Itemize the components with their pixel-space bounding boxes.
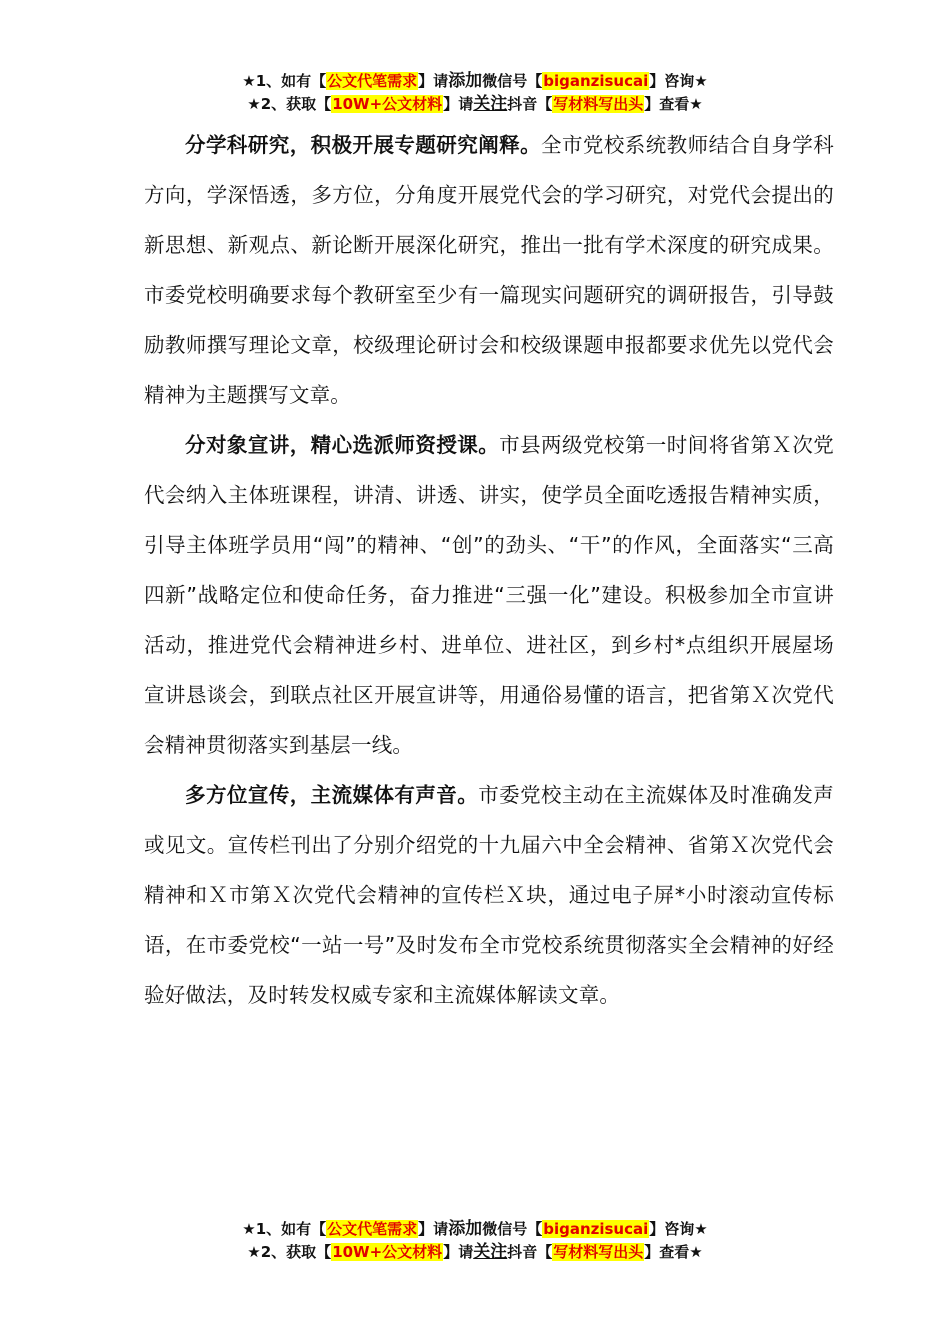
banner-text: 】查看	[644, 95, 690, 113]
highlight-materials: 10W+公文材料	[332, 1243, 443, 1261]
banner-text: 2、获取【	[260, 95, 332, 113]
banner-text: 】请	[418, 1220, 449, 1238]
banner-text: 1、如有【	[255, 72, 327, 90]
header-banner	[0, 70, 950, 116]
highlight-douyin-account: 写材料写出头	[553, 1243, 644, 1261]
paragraph	[144, 420, 834, 770]
paragraph-lead: 多方位宣传，主流媒体有声音。	[185, 783, 479, 807]
banner-text: 1、如有【	[255, 1220, 327, 1238]
banner-text: 】请	[418, 72, 449, 90]
banner-text: 抖音【	[507, 1243, 553, 1261]
star-icon: ★	[242, 72, 256, 90]
highlight-materials: 10W+公文材料	[332, 95, 443, 113]
banner-line-1	[0, 70, 950, 93]
paragraph-lead: 分对象宣讲，精心选派师资授课。	[185, 433, 500, 457]
banner-text: 】咨询	[649, 72, 695, 90]
banner-line-2	[0, 1241, 950, 1264]
star-icon: ★	[247, 95, 261, 113]
star-icon: ★	[689, 95, 703, 113]
star-icon: ★	[242, 1220, 256, 1238]
star-icon: ★	[694, 1220, 708, 1238]
banner-text: 】查看	[644, 1243, 690, 1261]
paragraph	[144, 120, 834, 420]
paragraph-body: 市委党校主动在主流媒体及时准确发声或见文。宣传栏刊出了分别介绍党的十九届六中全会精神、省第Ｘ次党代会精神和Ｘ市第Ｘ次党代会精神的宣传栏Ｘ块，通过电子屏*小时滚动宣传标语，在市委党校“一站一号”及时发布全市党校系统贯彻落实全会精神的好经验好做法，及时转发权威专家和主流媒体解读文章。	[144, 783, 834, 1007]
banner-text: 微信号【	[482, 72, 543, 90]
highlight-service: 公文代笔需求	[327, 1220, 418, 1238]
banner-emphasis: 关注	[473, 94, 508, 114]
banner-line-2	[0, 93, 950, 116]
highlight-wechat-id: biganzisucai	[543, 72, 649, 90]
banner-text: 2、获取【	[260, 1243, 332, 1261]
banner-text: 】咨询	[649, 1220, 695, 1238]
banner-text: 抖音【	[507, 95, 553, 113]
banner-text: 微信号【	[482, 1220, 543, 1238]
paragraph-body: 市县两级党校第一时间将省第Ｘ次党代会纳入主体班课程，讲清、讲透、讲实，使学员全面吃透报告精神实质，引导主体班学员用“闯”的精神、“创”的劲头、“干”的作风，全面落实“三高四新”战略定位和使命任务，奋力推进“三强一化”建设。积极参加全市宣讲活动，推进党代会精神进乡村、进单位、进社区，到乡村*点组织开展屋场宣讲恳谈会，到联点社区开展宣讲等，用通俗易懂的语言，把省第Ｘ次党代会精神贯彻落实到基层一线。	[144, 433, 835, 757]
highlight-wechat-id: biganzisucai	[543, 1220, 649, 1238]
highlight-service: 公文代笔需求	[327, 72, 418, 90]
banner-emphasis: 关注	[473, 1242, 508, 1262]
footer-banner	[0, 1218, 950, 1264]
banner-emphasis: 添加	[448, 1219, 483, 1239]
star-icon: ★	[247, 1243, 261, 1261]
highlight-douyin-account: 写材料写出头	[553, 95, 644, 113]
paragraph-body: 全市党校系统教师结合自身学科方向，学深悟透，多方位，分角度开展党代会的学习研究，对党代会提出的新思想、新观点、新论断开展深化研究，推出一批有学术深度的研究成果。市委党校明确要求每个教研室至少有一篇现实问题研究的调研报告，引导鼓励教师撰写理论文章，校级理论研讨会和校级课题申报都要求优先以党代会精神为主题撰写文章。	[144, 133, 834, 407]
paragraph	[144, 770, 834, 1020]
banner-text: 】请	[443, 1243, 474, 1261]
banner-emphasis: 添加	[448, 71, 483, 91]
document-body	[144, 120, 834, 1020]
star-icon: ★	[689, 1243, 703, 1261]
paragraph-lead: 分学科研究，积极开展专题研究阐释。	[185, 133, 542, 157]
banner-text: 】请	[443, 95, 474, 113]
banner-line-1	[0, 1218, 950, 1241]
star-icon: ★	[694, 72, 708, 90]
